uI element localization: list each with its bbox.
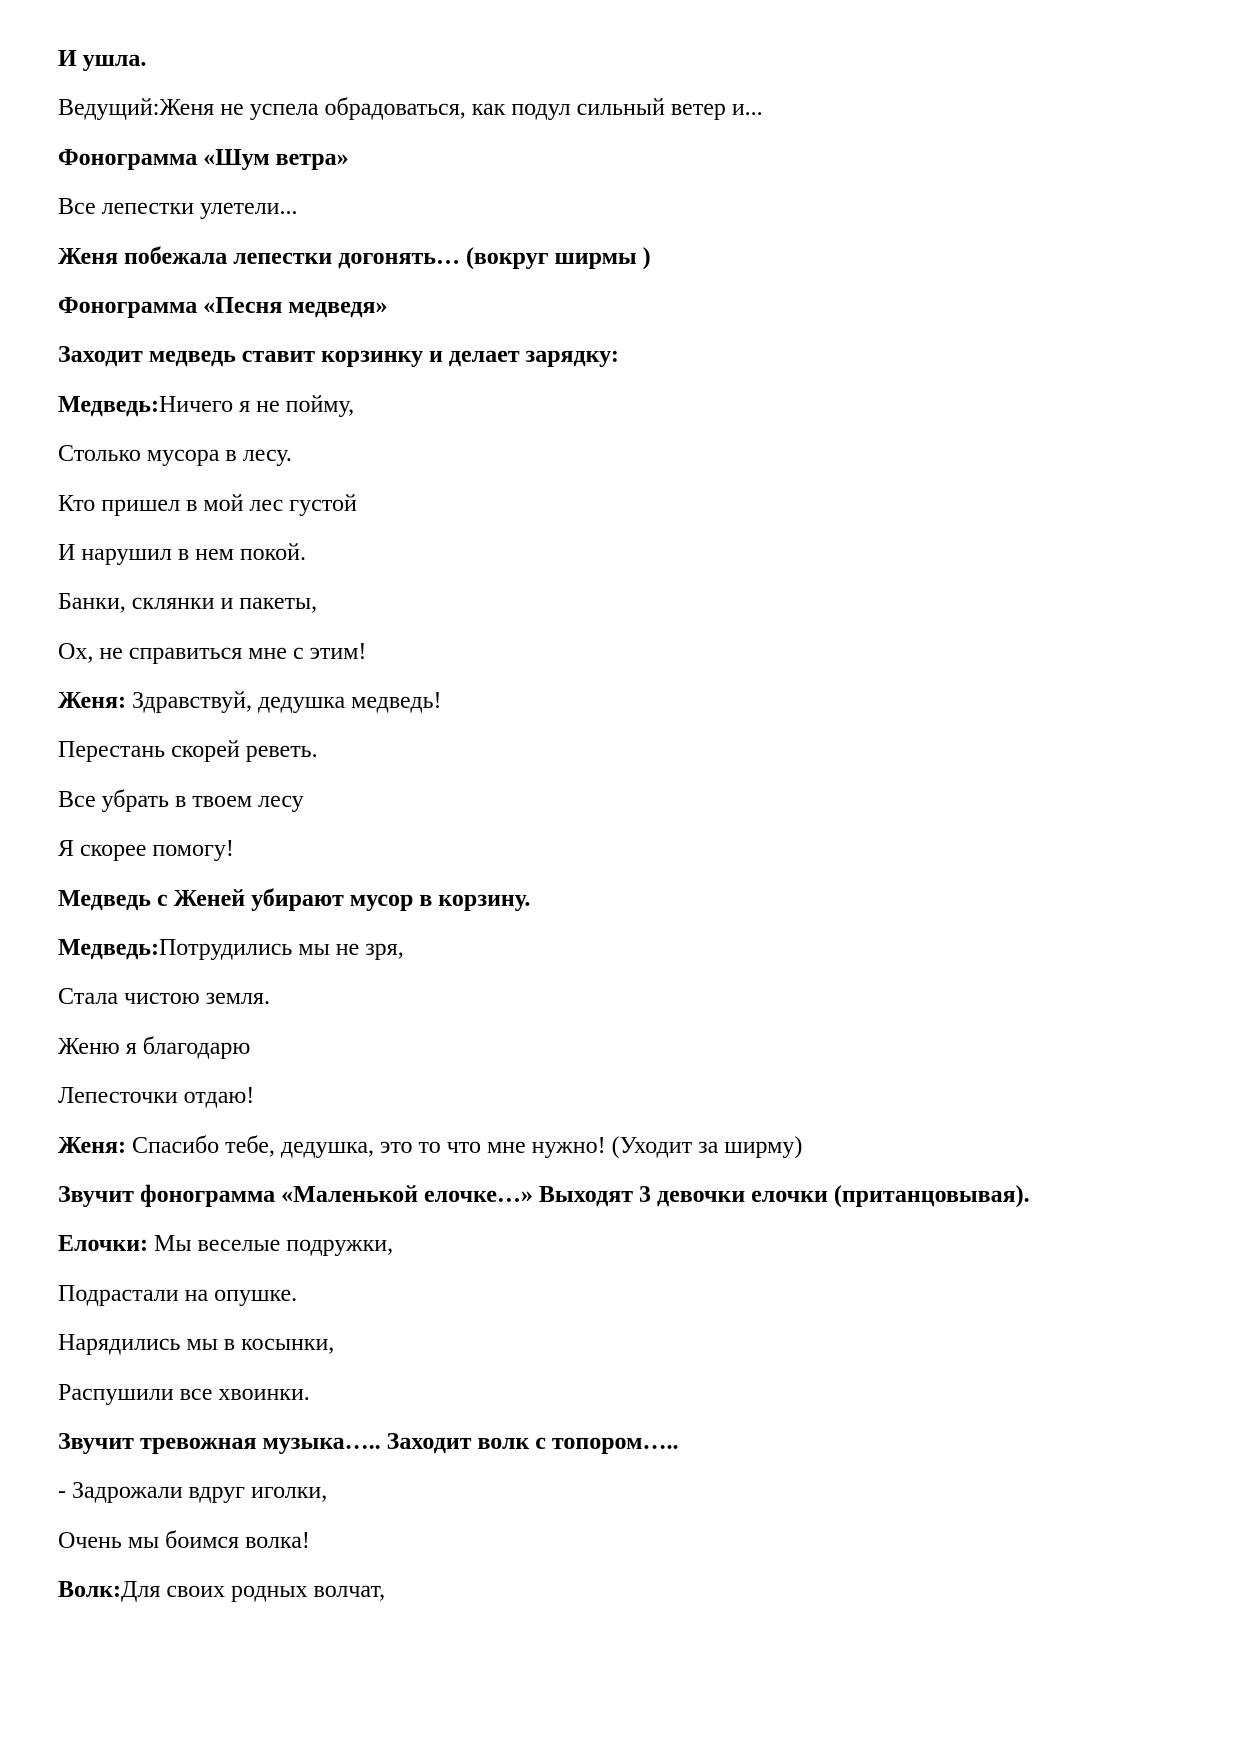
regular-text: Очень мы боимся волка! bbox=[58, 1527, 310, 1554]
bold-text: Звучит фонограмма «Маленькой елочке…» Выходят 3 девочки елочки (пританцовывая). bbox=[58, 1181, 1030, 1208]
text-line bbox=[58, 1526, 1178, 1556]
regular-text: Кто пришел в мой лес густой bbox=[58, 490, 357, 517]
regular-text: И нарушил в нем покой. bbox=[58, 539, 306, 566]
text-line bbox=[58, 1279, 1178, 1309]
text-line bbox=[58, 735, 1178, 765]
regular-text: Ох, не справиться мне с этим! bbox=[58, 638, 367, 665]
text-line bbox=[58, 242, 1178, 272]
text-line bbox=[58, 834, 1178, 864]
regular-text: Распушили все хвоинки. bbox=[58, 1379, 310, 1406]
bold-text: Волк: bbox=[58, 1577, 121, 1604]
bold-text: Заходит медведь ставит корзинку и делает зарядку: bbox=[58, 342, 619, 369]
bold-text: Женя побежала лепестки догонять… (вокруг ширмы ) bbox=[58, 243, 651, 270]
text-line bbox=[58, 93, 1178, 123]
text-line bbox=[58, 439, 1178, 469]
bold-text: Елочки: bbox=[58, 1231, 149, 1258]
text-line bbox=[58, 538, 1178, 568]
regular-text: - Задрожали вдруг иголки, bbox=[58, 1478, 328, 1505]
regular-text: Мы веселые подружки, bbox=[148, 1231, 394, 1258]
text-line bbox=[58, 933, 1178, 963]
text-line bbox=[58, 686, 1178, 716]
text-line bbox=[58, 143, 1178, 173]
regular-text: Ничего я не пойму, bbox=[158, 391, 355, 418]
bold-text: Женя: bbox=[58, 688, 126, 715]
regular-text: Лепесточки отдаю! bbox=[58, 1083, 255, 1110]
regular-text: Подрастали на опушке. bbox=[58, 1280, 298, 1307]
text-line bbox=[58, 982, 1178, 1012]
text-line bbox=[58, 637, 1178, 667]
bold-text: Фонограмма «Шум ветра» bbox=[58, 144, 349, 171]
regular-text: Нарядились мы в косынки, bbox=[58, 1330, 335, 1357]
regular-text: Для своих родных волчат, bbox=[120, 1577, 386, 1604]
text-line bbox=[58, 884, 1178, 914]
bold-text: Медведь: bbox=[58, 935, 159, 962]
bold-text: Медведь с Женей убирают мусор в корзину. bbox=[58, 885, 531, 912]
text-line bbox=[58, 1378, 1178, 1408]
document-page bbox=[58, 44, 1178, 1625]
regular-text: Потрудились мы не зря, bbox=[158, 935, 404, 962]
regular-text: Спасибо тебе, дедушка, это то что мне нужно! (Уходит за ширму) bbox=[125, 1132, 803, 1159]
regular-text: Все убрать в твоем лесу bbox=[58, 786, 304, 813]
text-line bbox=[58, 1229, 1178, 1259]
text-line bbox=[58, 785, 1178, 815]
text-line bbox=[58, 1575, 1178, 1605]
text-line bbox=[58, 1131, 1178, 1161]
regular-text: Перестань скорей реветь. bbox=[58, 737, 318, 764]
regular-text: Все лепестки улетели... bbox=[58, 194, 298, 221]
text-line bbox=[58, 390, 1178, 420]
bold-text: И ушла. bbox=[58, 46, 147, 72]
text-line bbox=[58, 489, 1178, 519]
text-line bbox=[58, 1427, 1178, 1457]
text-line bbox=[58, 1180, 1058, 1210]
bold-text: Фонограмма «Песня медведя» bbox=[58, 292, 388, 319]
bold-text: Звучит тревожная музыка….. Заходит волк с топором….. bbox=[58, 1428, 679, 1455]
text-line bbox=[58, 340, 1178, 370]
regular-text: Стала чистою земля. bbox=[58, 984, 270, 1011]
text-line bbox=[58, 1032, 1178, 1062]
regular-text: Женю я благодарю bbox=[58, 1033, 251, 1060]
regular-text: Ведущий:Женя не успела обрадоваться, как подул сильный ветер и... bbox=[58, 95, 763, 122]
text-line bbox=[58, 587, 1178, 617]
regular-text: Здравствуй, дедушка медведь! bbox=[125, 688, 442, 715]
bold-text: Женя: bbox=[58, 1132, 126, 1159]
regular-text: Банки, склянки и пакеты, bbox=[58, 589, 318, 616]
regular-text: Я скорее помогу! bbox=[58, 836, 234, 863]
bold-text: Медведь: bbox=[58, 391, 159, 418]
text-line bbox=[58, 1476, 1178, 1506]
text-line bbox=[58, 1328, 1178, 1358]
text-line bbox=[58, 1081, 1178, 1111]
text-line bbox=[58, 192, 1178, 222]
text-line bbox=[58, 291, 1178, 321]
text-line bbox=[58, 44, 1178, 74]
regular-text: Столько мусора в лесу. bbox=[58, 441, 292, 468]
